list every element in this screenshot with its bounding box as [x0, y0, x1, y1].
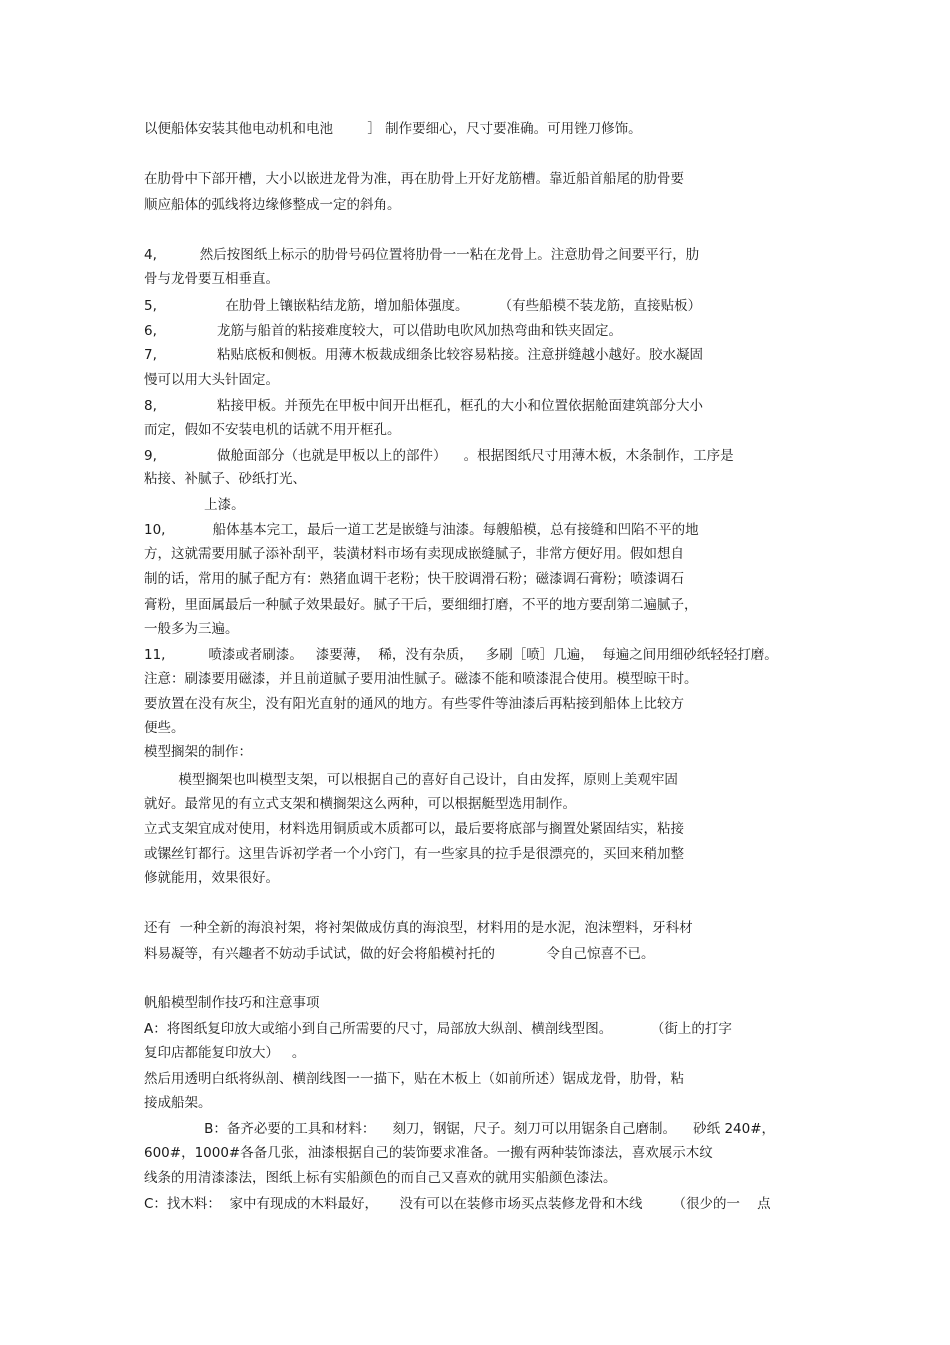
- text-line: 600#，1000#各备几张，油漆根据自己的装饰要求准备。一搬有两种装饰漆法，喜欢展示木纹: [144, 1145, 713, 1161]
- text-line: 上漆。: [144, 497, 245, 513]
- text-line: 线条的用清漆漆法，图纸上标有实船颜色的而自己又喜欢的就用实船颜色漆法。: [144, 1170, 617, 1186]
- text-line: C：找木料： 家中有现成的木料最好， 没有可以在装修市场买点装修龙骨和木线 （很少的一 点: [144, 1196, 771, 1212]
- text-line: 制的话，常用的腻子配方有：熟猪血调干老粉；快干胶调滑石粉；磁漆调石膏粉；喷漆调石: [144, 571, 684, 587]
- text-line: 而定，假如不安装电机的话就不用开框孔。: [144, 422, 401, 438]
- text-line: 或镙丝钉都行。这里告诉初学者一个小窍门，有一些家具的拉手是很漂亮的，买回来稍加整: [144, 846, 684, 862]
- text-line: A：将图纸复印放大或缩小到自己所需要的尺寸，局部放大纵剖、横剖线型图。 （街上的打字: [144, 1021, 732, 1037]
- text-line: 要放置在没有灰尘，没有阳光直射的通风的地方。有些零件等油漆后再粘接到船体上比较方: [144, 696, 684, 712]
- text-line: 立式支架宜成对使用，材料选用铜质或木质都可以，最后要将底部与搁置处紧固结实，粘接: [144, 821, 684, 837]
- text-line: 5, 在肋骨上镶嵌粘结龙筋，增加船体强度。 （有些船模不装龙筋，直接贴板）: [144, 298, 702, 314]
- text-line: 在肋骨中下部开槽，大小以嵌进龙骨为准，再在肋骨上开好龙筋槽。靠近船首船尾的肋骨要: [144, 171, 684, 187]
- text-line: 7, 粘贴底板和侧板。用薄木板裁成细条比较容易粘接。注意拼缝越小越好。胶水凝固: [144, 347, 703, 363]
- text-line: 粘接、补腻子、砂纸打光、: [144, 471, 306, 487]
- text-line: 膏粉，里面属最后一种腻子效果最好。腻子干后，要细细打磨，不平的地方要刮第二遍腻子，: [144, 597, 698, 613]
- text-line: 然后用透明白纸将纵剖、横剖线图一一描下，贴在木板上（如前所述）锯成龙骨，肋骨，粘: [144, 1071, 684, 1087]
- text-line: 4, 然后按图纸上标示的肋骨号码位置将肋骨一一粘在龙骨上。注意肋骨之间要平行，肋: [144, 247, 700, 263]
- text-line: 9, 做舱面部分（也就是甲板以上的部件） 。根据图纸尺寸用薄木板，木条制作，工序是: [144, 448, 734, 464]
- section-heading: 帆船模型制作技巧和注意事项: [144, 995, 320, 1011]
- text-line: 还有 一种全新的海浪衬架，将衬架做成仿真的海浪型，材料用的是水泥，泡沫塑料，牙科材: [144, 920, 693, 936]
- text-line: 11, 喷漆或者刷漆。 漆要薄， 稀，没有杂质， 多刷［喷］几遍， 每遍之间用细砂纸轻轻打磨。: [144, 647, 778, 663]
- text-line: 修就能用，效果很好。: [144, 870, 279, 886]
- section-heading: 模型搁架的制作：: [144, 744, 252, 760]
- text-line: 一般多为三遍。: [144, 621, 239, 637]
- text-line: B：备齐必要的工具和材料： 刻刀，钢锯，尺子。刻刀可以用锯条自己磨制。 砂纸 240#，: [144, 1121, 776, 1137]
- text-line: 就好。最常见的有立式支架和横搁架这么两种，可以根据艇型选用制作。: [144, 796, 576, 812]
- text-line: 8, 粘接甲板。并预先在甲板中间开出框孔，框孔的大小和位置依据舱面建筑部分大小: [144, 398, 703, 414]
- text-line: 料易凝等，有兴趣者不妨动手试试，做的好会将船模衬托的 令自己惊喜不已。: [144, 946, 655, 962]
- text-line: 接成船架。: [144, 1095, 212, 1111]
- text-line: 10, 船体基本完工，最后一道工艺是嵌缝与油漆。每艘船模，总有接缝和凹陷不平的地: [144, 522, 699, 538]
- text-line: 慢可以用大头针固定。: [144, 372, 279, 388]
- text-line: 便些。: [144, 720, 185, 736]
- text-line: 复印店都能复印放大） 。: [144, 1045, 306, 1061]
- text-line: 顺应船体的弧线将边缘修整成一定的斜角。: [144, 197, 401, 213]
- text-line: 方，这就需要用腻子添补刮平，装潢材料市场有卖现成嵌缝腻子，非常方便好用。假如想自: [144, 546, 684, 562]
- text-line: 以便船体安装其他电动机和电池 ］ 制作要细心，尺寸要准确。可用锉刀修饰。: [144, 121, 642, 137]
- text-line: 6, 龙筋与船首的粘接难度较大，可以借助电吹风加热弯曲和铁夹固定。: [144, 323, 622, 339]
- text-line: 骨与龙骨要互相垂直。: [144, 271, 279, 287]
- text-line: 注意：刷漆要用磁漆，并且前道腻子要用油性腻子。磁漆不能和喷漆混合使用。模型晾干时。: [144, 671, 698, 687]
- text-line: 模型搁架也叫模型支架，可以根据自己的喜好自己设计，自由发挥，原则上美观牢固: [144, 772, 678, 788]
